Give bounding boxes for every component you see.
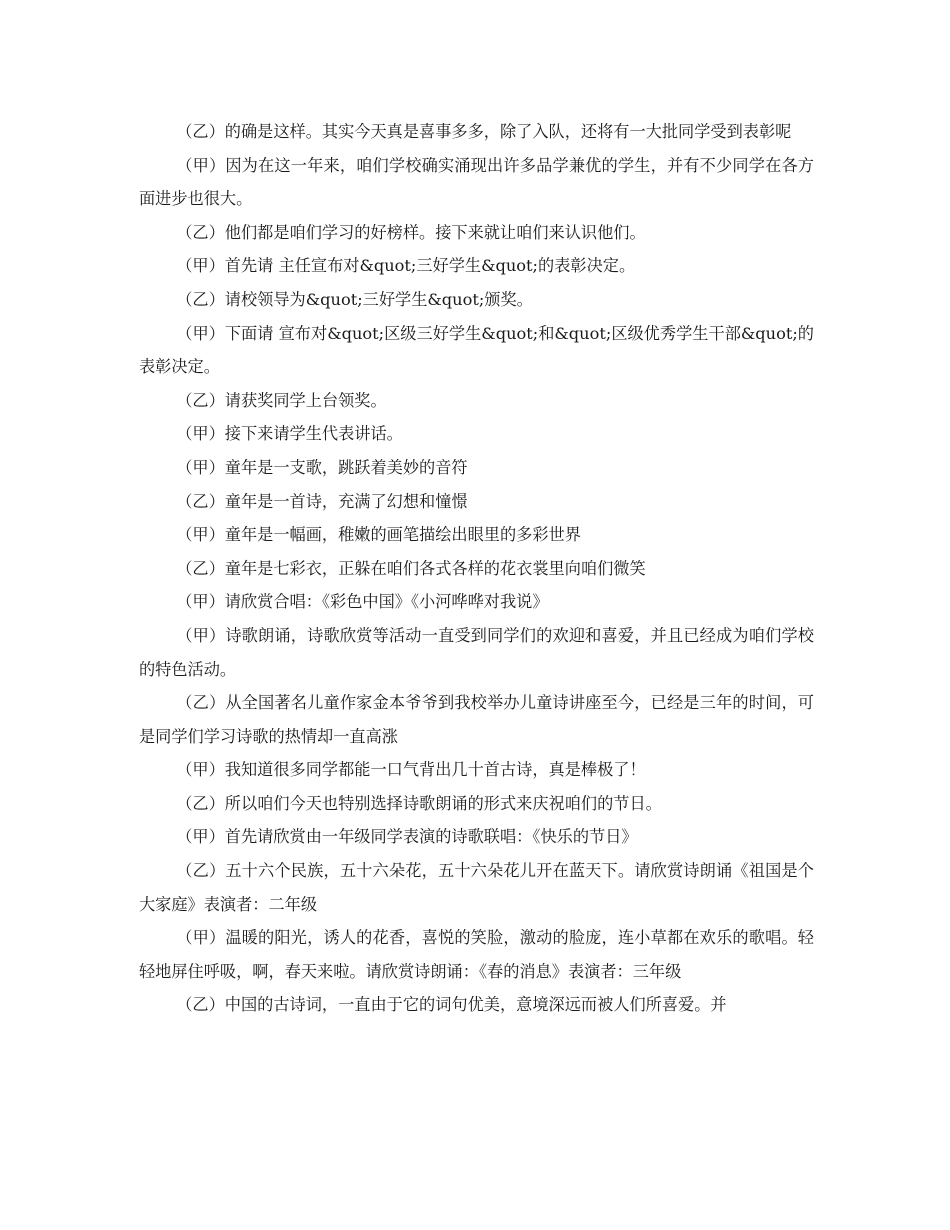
paragraph: （乙）童年是一首诗，充满了幻想和憧憬 [176,491,468,511]
paragraph: （乙）童年是七彩衣，正躲在咱们各式各样的花衣裳里向咱们微笑 [176,558,646,578]
paragraph: （乙）他们都是咱们学习的好榜样。接下来就让咱们来认识他们。 [176,222,646,242]
document-body [139,115,814,1022]
paragraph: （甲）下面请 宣布对&quot;区级三好学生&quot;和&quot;区级优秀学生干部&quot;的表彰决定。 [139,323,814,377]
paragraph: （甲）诗歌朗诵，诗歌欣赏等活动一直受到同学们的欢迎和喜爱，并且已经成为咱们学校的特色活动。 [139,625,814,679]
paragraph: （乙）五十六个民族，五十六朵花，五十六朵花儿开在蓝天下。请欣赏诗朗诵《祖国是个大家庭》表演者：二年级 [139,861,814,914]
paragraph: （甲）请欣赏合唱：《彩色中国》《小河哗哗对我说》 [176,592,549,612]
paragraph: （乙）请校领导为&quot;三好学生&quot;颁奖。 [176,289,533,309]
paragraph: （甲）接下来请学生代表讲话。 [176,424,403,444]
paragraph: （乙）中国的古诗词，一直由于它的词句优美，意境深远而被人们所喜爱。并 [176,995,727,1015]
paragraph: （甲）因为在这一年来，咱们学校确实涌现出许多品学兼优的学生，并有不少同学在各方面进步也很大。 [139,155,814,209]
paragraph: （乙）的确是这样。其实今天真是喜事多多，除了入队，还将有一大批同学受到表彰呢 [176,122,792,141]
paragraph: （甲）首先请 主任宣布对&quot;三好学生&quot;的表彰决定。 [176,256,636,276]
paragraph: （甲）童年是一支歌，跳跃着美妙的音符 [176,457,468,477]
paragraph: （乙）请获奖同学上台领奖。 [176,390,387,410]
paragraph: （甲）童年是一幅画，稚嫩的画笔描绘出眼里的多彩世界 [176,525,581,545]
paragraph: （乙）所以咱们今天也特别选择诗歌朗诵的形式来庆祝咱们的节日。 [176,793,662,813]
paragraph: （乙）从全国著名儿童作家金本爷爷到我校举办儿童诗讲座至今，已经是三年的时间，可是同学们学习诗歌的热情却一直高涨 [139,693,814,746]
paragraph: （甲）温暖的阳光，诱人的花香，喜悦的笑脸，激动的脸庞，连小草都在欢乐的歌唱。轻轻地屏住呼吸，啊，春天来啦。请欣赏诗朗诵：《春的消息》表演者：三年级 [139,928,814,981]
paragraph: （甲）首先请欣赏由一年级同学表演的诗歌联唱：《快乐的节日》 [176,827,638,847]
paragraph: （甲）我知道很多同学都能一口气背出几十首古诗，真是棒极了！ [176,760,646,780]
